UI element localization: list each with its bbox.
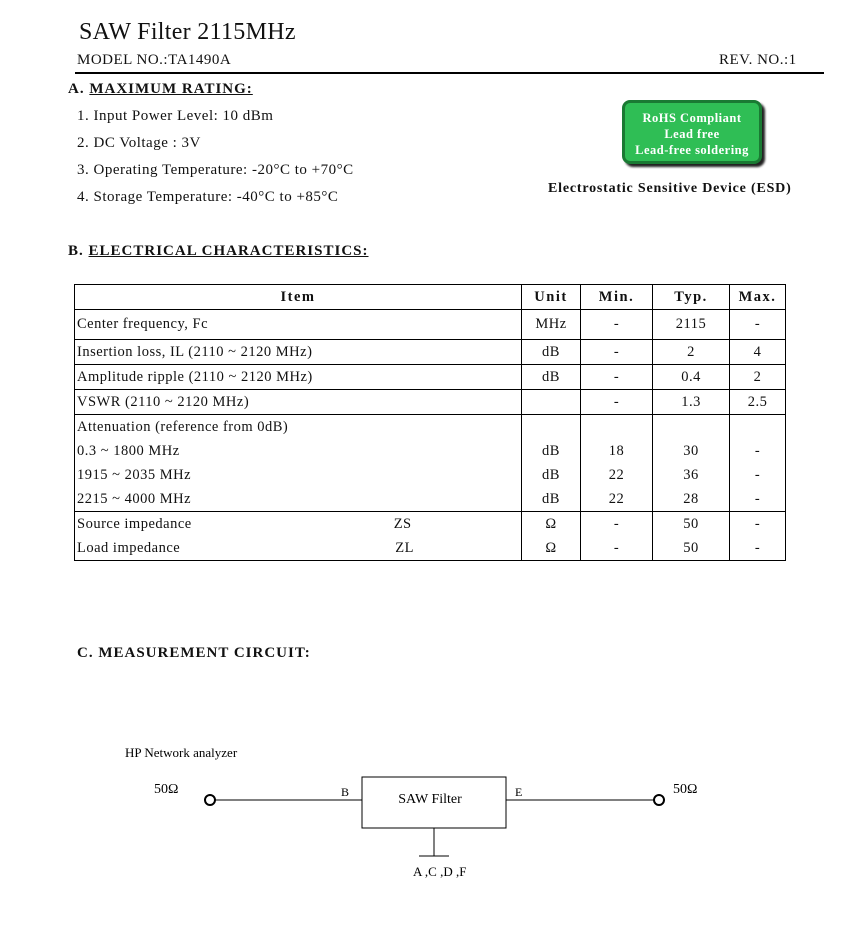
saw-filter-label: SAW Filter — [398, 792, 462, 807]
row-min: - — [581, 390, 653, 415]
right-impedance-label: 50Ω — [673, 782, 698, 797]
input-port-label: B — [341, 785, 350, 799]
row-typ: 28 — [653, 487, 730, 512]
left-impedance-label: 50Ω — [154, 782, 179, 797]
ground-pins-label: A ,C ,D ,F — [413, 864, 467, 879]
row-max: - — [730, 487, 786, 512]
row-typ: 2 — [653, 340, 730, 365]
row-max: - — [730, 463, 786, 487]
section-b-title: ELECTRICAL CHARACTERISTICS: — [88, 243, 369, 259]
section-a-heading — [68, 81, 253, 98]
rohs-badge-line: Lead-free soldering — [635, 143, 749, 157]
section-b-prefix: B. — [68, 243, 84, 259]
model-number: MODEL NO.:TA1490A — [77, 52, 232, 68]
rating-item: 1. Input Power Level: 10 dBm — [77, 108, 274, 124]
row-item-label: Source impedance — [77, 515, 192, 532]
row-min: - — [581, 536, 653, 561]
row-item: Center frequency, Fc — [77, 316, 209, 332]
rating-item: 2. DC Voltage : 3V — [77, 135, 201, 151]
row-typ: 30 — [653, 439, 730, 463]
row-unit: MHz — [522, 310, 581, 340]
rohs-badge-line: RoHS Compliant — [642, 111, 742, 125]
section-c-prefix: C. — [77, 645, 94, 661]
analyzer-label: HP Network analyzer — [125, 745, 238, 760]
document-title: SAW Filter 2115MHz — [79, 19, 296, 45]
rating-item: 4. Storage Temperature: -40°C to +85°C — [77, 189, 339, 205]
row-unit — [522, 415, 581, 440]
section-a-title: MAXIMUM RATING: — [89, 81, 253, 97]
column-header-typ: Typ. — [653, 285, 730, 310]
row-max: - — [730, 512, 786, 537]
row-unit: dB — [522, 365, 581, 390]
table-row — [75, 415, 786, 440]
row-item: 2215 ~ 4000 MHz — [77, 490, 192, 507]
table-row — [75, 439, 786, 463]
row-min: 22 — [581, 487, 653, 512]
esd-label: Electrostatic Sensitive Device (ESD) — [548, 181, 792, 196]
table-row — [75, 310, 786, 340]
electrical-characteristics-table — [74, 284, 786, 561]
row-unit: Ω — [522, 512, 581, 537]
table-row — [75, 536, 786, 561]
row-typ: 50 — [653, 512, 730, 537]
table-row — [75, 463, 786, 487]
row-symbol: ZL — [395, 539, 414, 556]
row-min: 22 — [581, 463, 653, 487]
row-unit: Ω — [522, 536, 581, 561]
row-typ: 1.3 — [653, 390, 730, 415]
rohs-badge-line: Lead free — [664, 127, 720, 141]
column-header-item: Item — [75, 285, 522, 310]
row-item: Insertion loss, IL (2110 ~ 2120 MHz) — [75, 340, 522, 365]
column-header-unit: Unit — [522, 285, 581, 310]
row-min: - — [581, 310, 653, 340]
row-min: - — [581, 340, 653, 365]
revision-number: REV. NO.:1 — [719, 52, 797, 68]
row-unit: dB — [522, 439, 581, 463]
output-port-label: E — [515, 785, 523, 799]
row-typ: 0.4 — [653, 365, 730, 390]
row-typ: 2115 — [653, 310, 730, 340]
row-item — [75, 536, 522, 561]
table-row — [75, 365, 786, 390]
table-row — [75, 340, 786, 365]
row-item: 1915 ~ 2035 MHz — [77, 466, 192, 483]
column-header-max: Max. — [730, 285, 786, 310]
row-max: - — [730, 536, 786, 561]
right-terminal — [654, 795, 664, 805]
row-typ: 50 — [653, 536, 730, 561]
section-c-heading — [77, 645, 311, 662]
rohs-badge — [622, 100, 762, 164]
row-max: - — [730, 439, 786, 463]
row-unit — [522, 390, 581, 415]
row-max: 2.5 — [730, 390, 786, 415]
row-item: VSWR (2110 ~ 2120 MHz) — [75, 390, 522, 415]
table-header-row — [75, 285, 786, 310]
table-row — [75, 512, 786, 537]
row-unit: dB — [522, 463, 581, 487]
measurement-circuit-diagram — [0, 730, 867, 900]
rating-item: 3. Operating Temperature: -20°C to +70°C — [77, 162, 354, 178]
row-max: 4 — [730, 340, 786, 365]
row-item: Attenuation (reference from 0dB) — [75, 415, 522, 440]
row-min: - — [581, 512, 653, 537]
table-row — [75, 390, 786, 415]
row-item — [75, 512, 522, 537]
row-max: 2 — [730, 365, 786, 390]
section-b-heading — [68, 243, 369, 260]
section-a-prefix: A. — [68, 81, 85, 97]
header-divider — [75, 72, 824, 74]
row-min — [581, 415, 653, 440]
row-unit: dB — [522, 340, 581, 365]
row-typ — [653, 415, 730, 440]
left-terminal — [205, 795, 215, 805]
row-item: 0.3 ~ 1800 MHz — [77, 442, 180, 459]
row-symbol: ZS — [393, 515, 412, 532]
row-typ: 36 — [653, 463, 730, 487]
row-max — [730, 415, 786, 440]
row-item-label: Load impedance — [77, 539, 181, 556]
column-header-min: Min. — [581, 285, 653, 310]
row-min: - — [581, 365, 653, 390]
row-min: 18 — [581, 439, 653, 463]
row-unit: dB — [522, 487, 581, 512]
row-max: - — [730, 310, 786, 340]
table-row — [75, 487, 786, 512]
row-item: Amplitude ripple (2110 ~ 2120 MHz) — [75, 365, 522, 390]
section-c-title: MEASUREMENT CIRCUIT: — [98, 645, 311, 661]
